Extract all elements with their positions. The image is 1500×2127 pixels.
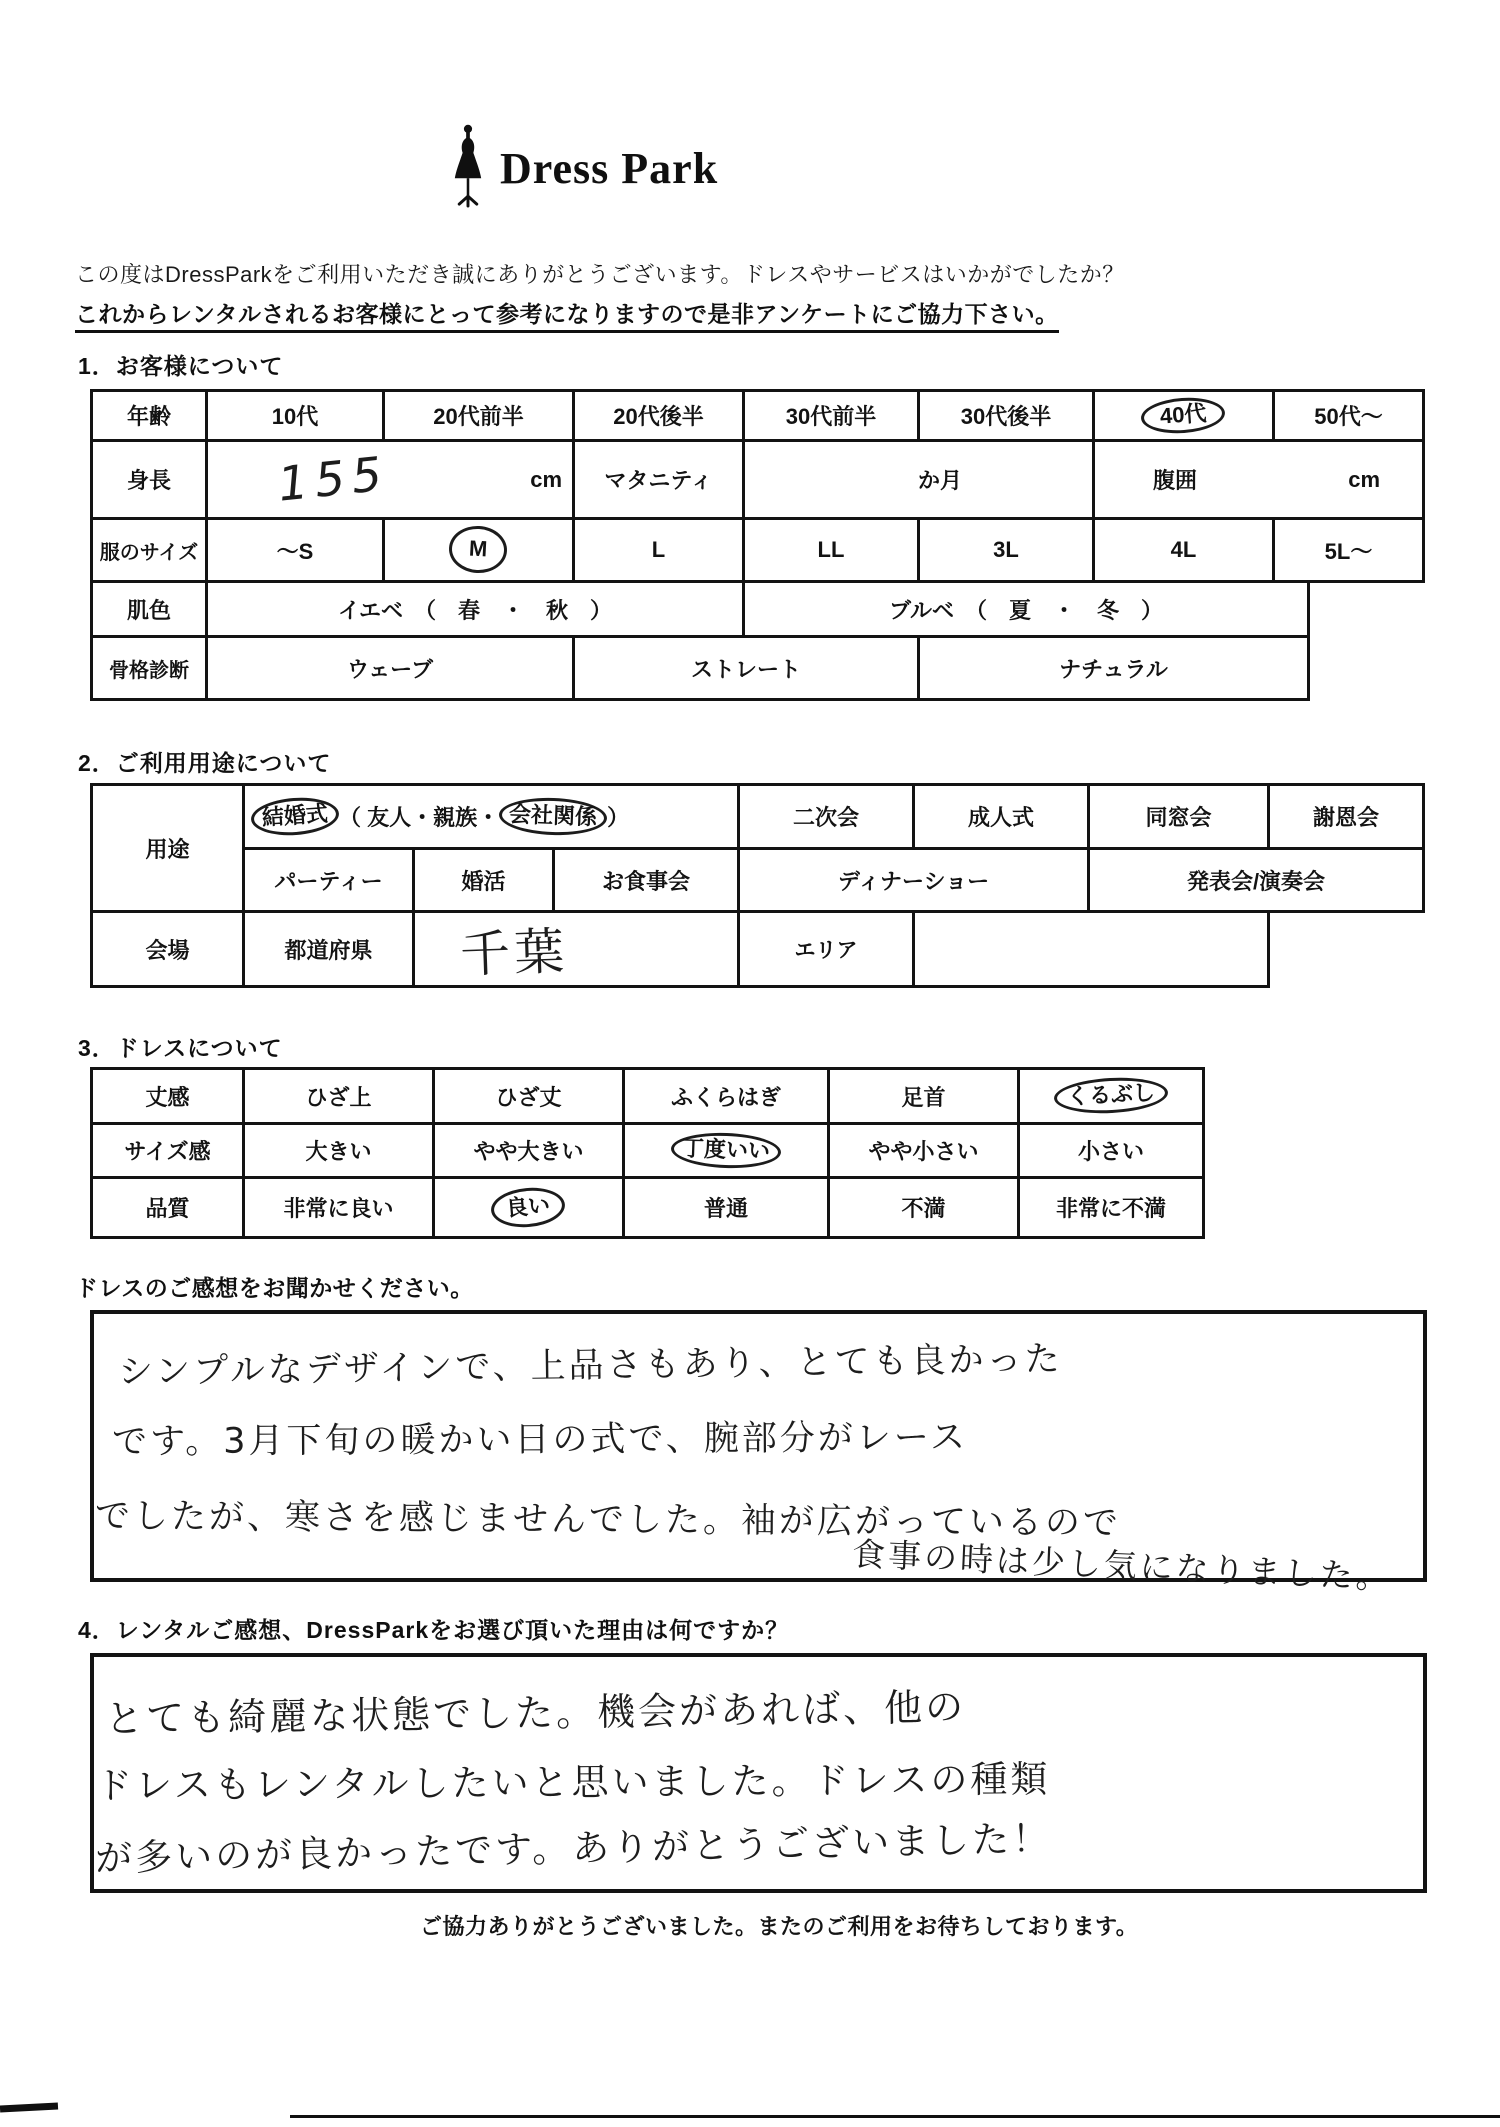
venue-pref-handwritten: 千葉 — [459, 922, 570, 984]
scan-artifact-mark — [0, 2102, 58, 2112]
skin-option-blue-base: ブルベ （ 夏 ・ 冬 ） — [742, 580, 1310, 638]
age-option-30s-late: 30代後半 — [917, 389, 1095, 442]
quality-option-good-selected — [432, 1176, 625, 1239]
purpose-option-coming-of-age: 成人式 — [912, 783, 1090, 850]
venue-label: 会場 — [90, 910, 245, 988]
wedding-detail-pre: （ 友人・親族・ — [339, 805, 500, 830]
purpose-label: 用途 — [90, 783, 245, 913]
section-3-title: 3．ドレスについて — [78, 1035, 283, 1061]
fit-option-small: 小さい — [1017, 1122, 1205, 1179]
purpose-option-thanks-party: 謝恩会 — [1267, 783, 1425, 850]
purpose-row-a — [242, 783, 1425, 850]
intro-line-1: この度はDressParkをご利用いただき誠にありがとうございます。ドレスやサービスはいかがでしたか？ — [75, 262, 1125, 287]
quality-option-normal: 普通 — [622, 1176, 830, 1239]
purpose-option-reunion: 同窓会 — [1087, 783, 1270, 850]
length-option-calf: ふくらはぎ — [622, 1067, 830, 1125]
size-option-ll: LL — [742, 517, 920, 583]
venue-pref-value-cell — [412, 910, 740, 988]
purpose-option-party: パーティー — [242, 847, 415, 913]
size-option-m-selected — [382, 517, 575, 583]
length-option-ankle: 足首 — [827, 1067, 1020, 1125]
purpose-option-dinner-show: ディナーショー — [737, 847, 1090, 913]
age-option-30s-early: 30代前半 — [742, 389, 920, 442]
height-row — [90, 439, 1425, 520]
fit-row — [90, 1122, 1205, 1179]
dress-form-icon — [448, 124, 488, 213]
length-option-knee: ひざ丈 — [432, 1067, 625, 1125]
scan-artifact-line — [290, 2115, 1500, 2118]
quality-option-very-unsatisfied: 非常に不満 — [1017, 1176, 1205, 1239]
age-option-20s-late: 20代後半 — [572, 389, 745, 442]
length-row — [90, 1067, 1205, 1125]
fit-option-slightly-large: やや大きい — [432, 1122, 625, 1179]
frame-row — [90, 635, 1425, 701]
frame-label: 骨格診断 — [90, 635, 208, 701]
section-1-title: 1．お客様について — [78, 353, 284, 379]
rental-feedback-line-3: が多いのが良かったです。ありがとうございました！ — [94, 1816, 1053, 1881]
dress-feedback-line-3: でしたが、寒さを感じませんでした。袖が広がっているので — [94, 1496, 1122, 1544]
purpose-option-afterparty: 二次会 — [737, 783, 915, 850]
size-option-3l: 3L — [917, 517, 1095, 583]
frame-option-natural: ナチュラル — [917, 635, 1310, 701]
wedding-detail-post: ） — [607, 805, 630, 830]
purpose-option-wedding-cell — [242, 783, 740, 850]
skin-tone-row — [90, 580, 1425, 638]
hand-circle-mark: 結婚式 — [250, 795, 340, 838]
size-option-4l: 4L — [1092, 517, 1275, 583]
hand-circle-mark: M — [448, 525, 509, 575]
height-value-cell — [205, 439, 575, 520]
age-option-10s: 10代 — [205, 389, 385, 442]
size-label: 服のサイズ — [90, 517, 208, 583]
frame-option-wave: ウェーブ — [205, 635, 575, 701]
age-option-50s: 50代～ — [1272, 389, 1425, 442]
venue-area-value-cell — [912, 910, 1270, 988]
age-option-40s-selected — [1092, 389, 1275, 442]
fit-option-slightly-small: やや小さい — [827, 1122, 1020, 1179]
section-2-title: 2．ご利用用途について — [78, 750, 332, 776]
dress-table — [90, 1067, 1205, 1239]
length-label: 丈感 — [90, 1067, 245, 1125]
height-label: 身長 — [90, 439, 208, 520]
purpose-option-recital: 発表会/演奏会 — [1087, 847, 1425, 913]
hand-circle-mark: 40代 — [1140, 395, 1227, 436]
customer-table — [90, 389, 1425, 701]
dress-feedback-line-1: シンプルなデザインで、上品さもあり、とても良かった — [117, 1339, 1063, 1393]
skin-label: 肌色 — [90, 580, 208, 638]
maternity-months-cell: か月 — [742, 439, 1095, 520]
clothing-size-row — [90, 517, 1425, 583]
quality-option-very-good: 非常に良い — [242, 1176, 435, 1239]
quality-label: 品質 — [90, 1176, 245, 1239]
venue-row — [90, 910, 1425, 988]
intro-line-2: これからレンタルされるお客様にとって参考になりますので是非アンケートにご協力下さい。 — [75, 301, 1059, 333]
purpose-option-konkatsu: 婚活 — [412, 847, 555, 913]
usage-table — [90, 783, 1425, 988]
quality-row — [90, 1176, 1205, 1239]
dress-feedback-line-2: です。3月下旬の暖かい日の式で、腕部分がレース — [111, 1417, 969, 1463]
size-option-l: L — [572, 517, 745, 583]
hand-circle-mark: 良い — [490, 1185, 567, 1230]
section-4-title: 4．レンタルご感想、DressParkをお選び頂いた理由は何ですか？ — [78, 1617, 790, 1643]
brand-name: Dress Park — [500, 144, 719, 193]
age-option-20s-early: 20代前半 — [382, 389, 575, 442]
frame-option-straight: ストレート — [572, 635, 920, 701]
height-unit: cm — [530, 466, 562, 492]
dress-feedback-label: ドレスのご感想をお聞かせください。 — [75, 1275, 474, 1301]
age-row — [90, 389, 1425, 442]
waist-cell — [1092, 439, 1425, 520]
fit-label: サイズ感 — [90, 1122, 245, 1179]
skin-option-yellow-base: イエベ （ 春 ・ 秋 ） — [205, 580, 745, 638]
purpose-row-b — [242, 847, 1425, 913]
purpose-option-dinner: お食事会 — [552, 847, 740, 913]
length-option-above-knee: ひざ上 — [242, 1067, 435, 1125]
brand-logo — [448, 124, 718, 213]
height-handwritten-value: 155 — [275, 446, 392, 513]
venue-area-label: エリア — [737, 910, 915, 988]
rental-feedback-line-1: とても綺麗な状態でした。機会があれば、他の — [104, 1684, 967, 1742]
hand-circle-mark: 丁度いい — [670, 1131, 781, 1170]
hand-circle-mark: くるぶし — [1053, 1075, 1169, 1116]
length-option-ankle-bone-selected — [1017, 1067, 1205, 1125]
rental-feedback-line-2: ドレスもレンタルしたいと思いました。ドレスの種類 — [94, 1757, 1051, 1808]
purpose-rows — [90, 783, 1425, 913]
footer-thanks: ご協力ありがとうございました。またのご利用をお待ちしております。 — [420, 1914, 1139, 1939]
fit-option-large: 大きい — [242, 1122, 435, 1179]
hand-circle-mark: 会社関係 — [499, 796, 608, 837]
dress-feedback-line-4: 食事の時は少し気になりました。 — [851, 1534, 1393, 1597]
maternity-label: マタニティ — [572, 439, 745, 520]
size-option-s: ～S — [205, 517, 385, 583]
size-option-5l: 5L～ — [1272, 517, 1425, 583]
waist-label: 腹囲 — [1153, 468, 1198, 493]
waist-unit: cm — [1348, 466, 1380, 492]
quality-option-unsatisfied: 不満 — [827, 1176, 1020, 1239]
venue-pref-label: 都道府県 — [242, 910, 415, 988]
fit-option-just-right-selected — [622, 1122, 830, 1179]
age-label: 年齢 — [90, 389, 208, 442]
